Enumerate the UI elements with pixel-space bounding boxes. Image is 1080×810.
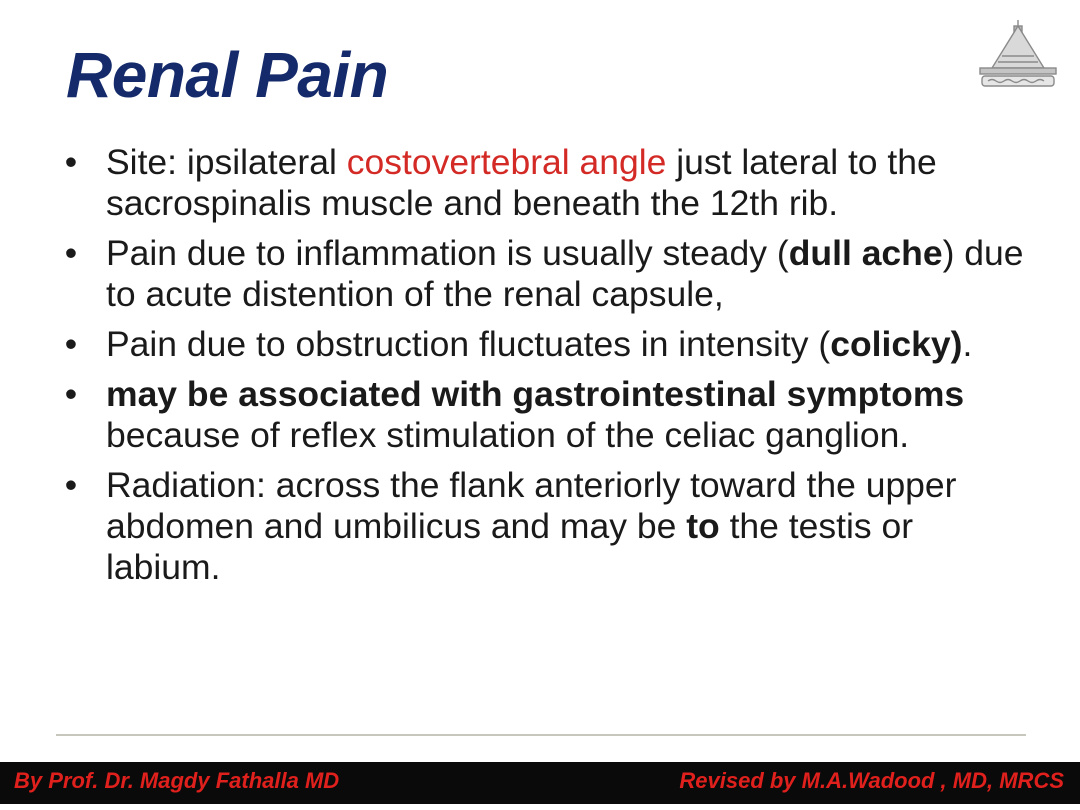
bullet-text: the testis or labium. (106, 506, 914, 587)
bullet-text: . (962, 324, 973, 364)
university-emblem-icon (972, 16, 1064, 100)
divider (56, 734, 1026, 736)
bullet-item (56, 142, 1036, 224)
bullet-text: ) due to acute distention of the renal capsule, (106, 233, 1024, 314)
bullet-text: may be associated with gastrointestinal symptoms (106, 374, 965, 414)
bullet-item (56, 374, 1036, 456)
bullet-text: Pain due to inflammation is usually steady ( (106, 233, 789, 273)
bullet-marker: • (64, 233, 78, 273)
bullet-list (56, 142, 1036, 597)
bullet-item (56, 233, 1036, 315)
bullet-marker: • (64, 465, 78, 505)
bullet-text: Site: ipsilateral (106, 142, 347, 182)
bullet-text: just lateral to the sacrospinalis muscle and beneath the 12th rib. (106, 142, 937, 223)
bullet-text: colicky) (830, 324, 963, 364)
bullet-text: Pain due to obstruction fluctuates in intensity ( (106, 324, 831, 364)
slide-title: Renal Pain (66, 39, 389, 111)
bullet-marker: • (64, 374, 78, 414)
bullet-item (56, 324, 1036, 365)
bullet-marker: • (64, 324, 78, 364)
footer-reviser: Revised by M.A.Wadood , MD, MRCS (679, 768, 1064, 793)
bullet-text: to (686, 506, 720, 546)
bullet-text: dull ache (788, 233, 943, 273)
footer-bar (0, 762, 1080, 804)
bullet-text: because of reflex stimulation of the celiac ganglion. (106, 415, 910, 455)
bullet-marker: • (64, 142, 78, 182)
bullet-item (56, 465, 1036, 588)
bullet-text: costovertebral angle (346, 142, 667, 182)
footer-author: By Prof. Dr. Magdy Fathalla MD (14, 768, 340, 793)
bullet-text: Radiation: across the flank anteriorly toward the upper abdomen and umbilicus and may be (106, 465, 957, 546)
